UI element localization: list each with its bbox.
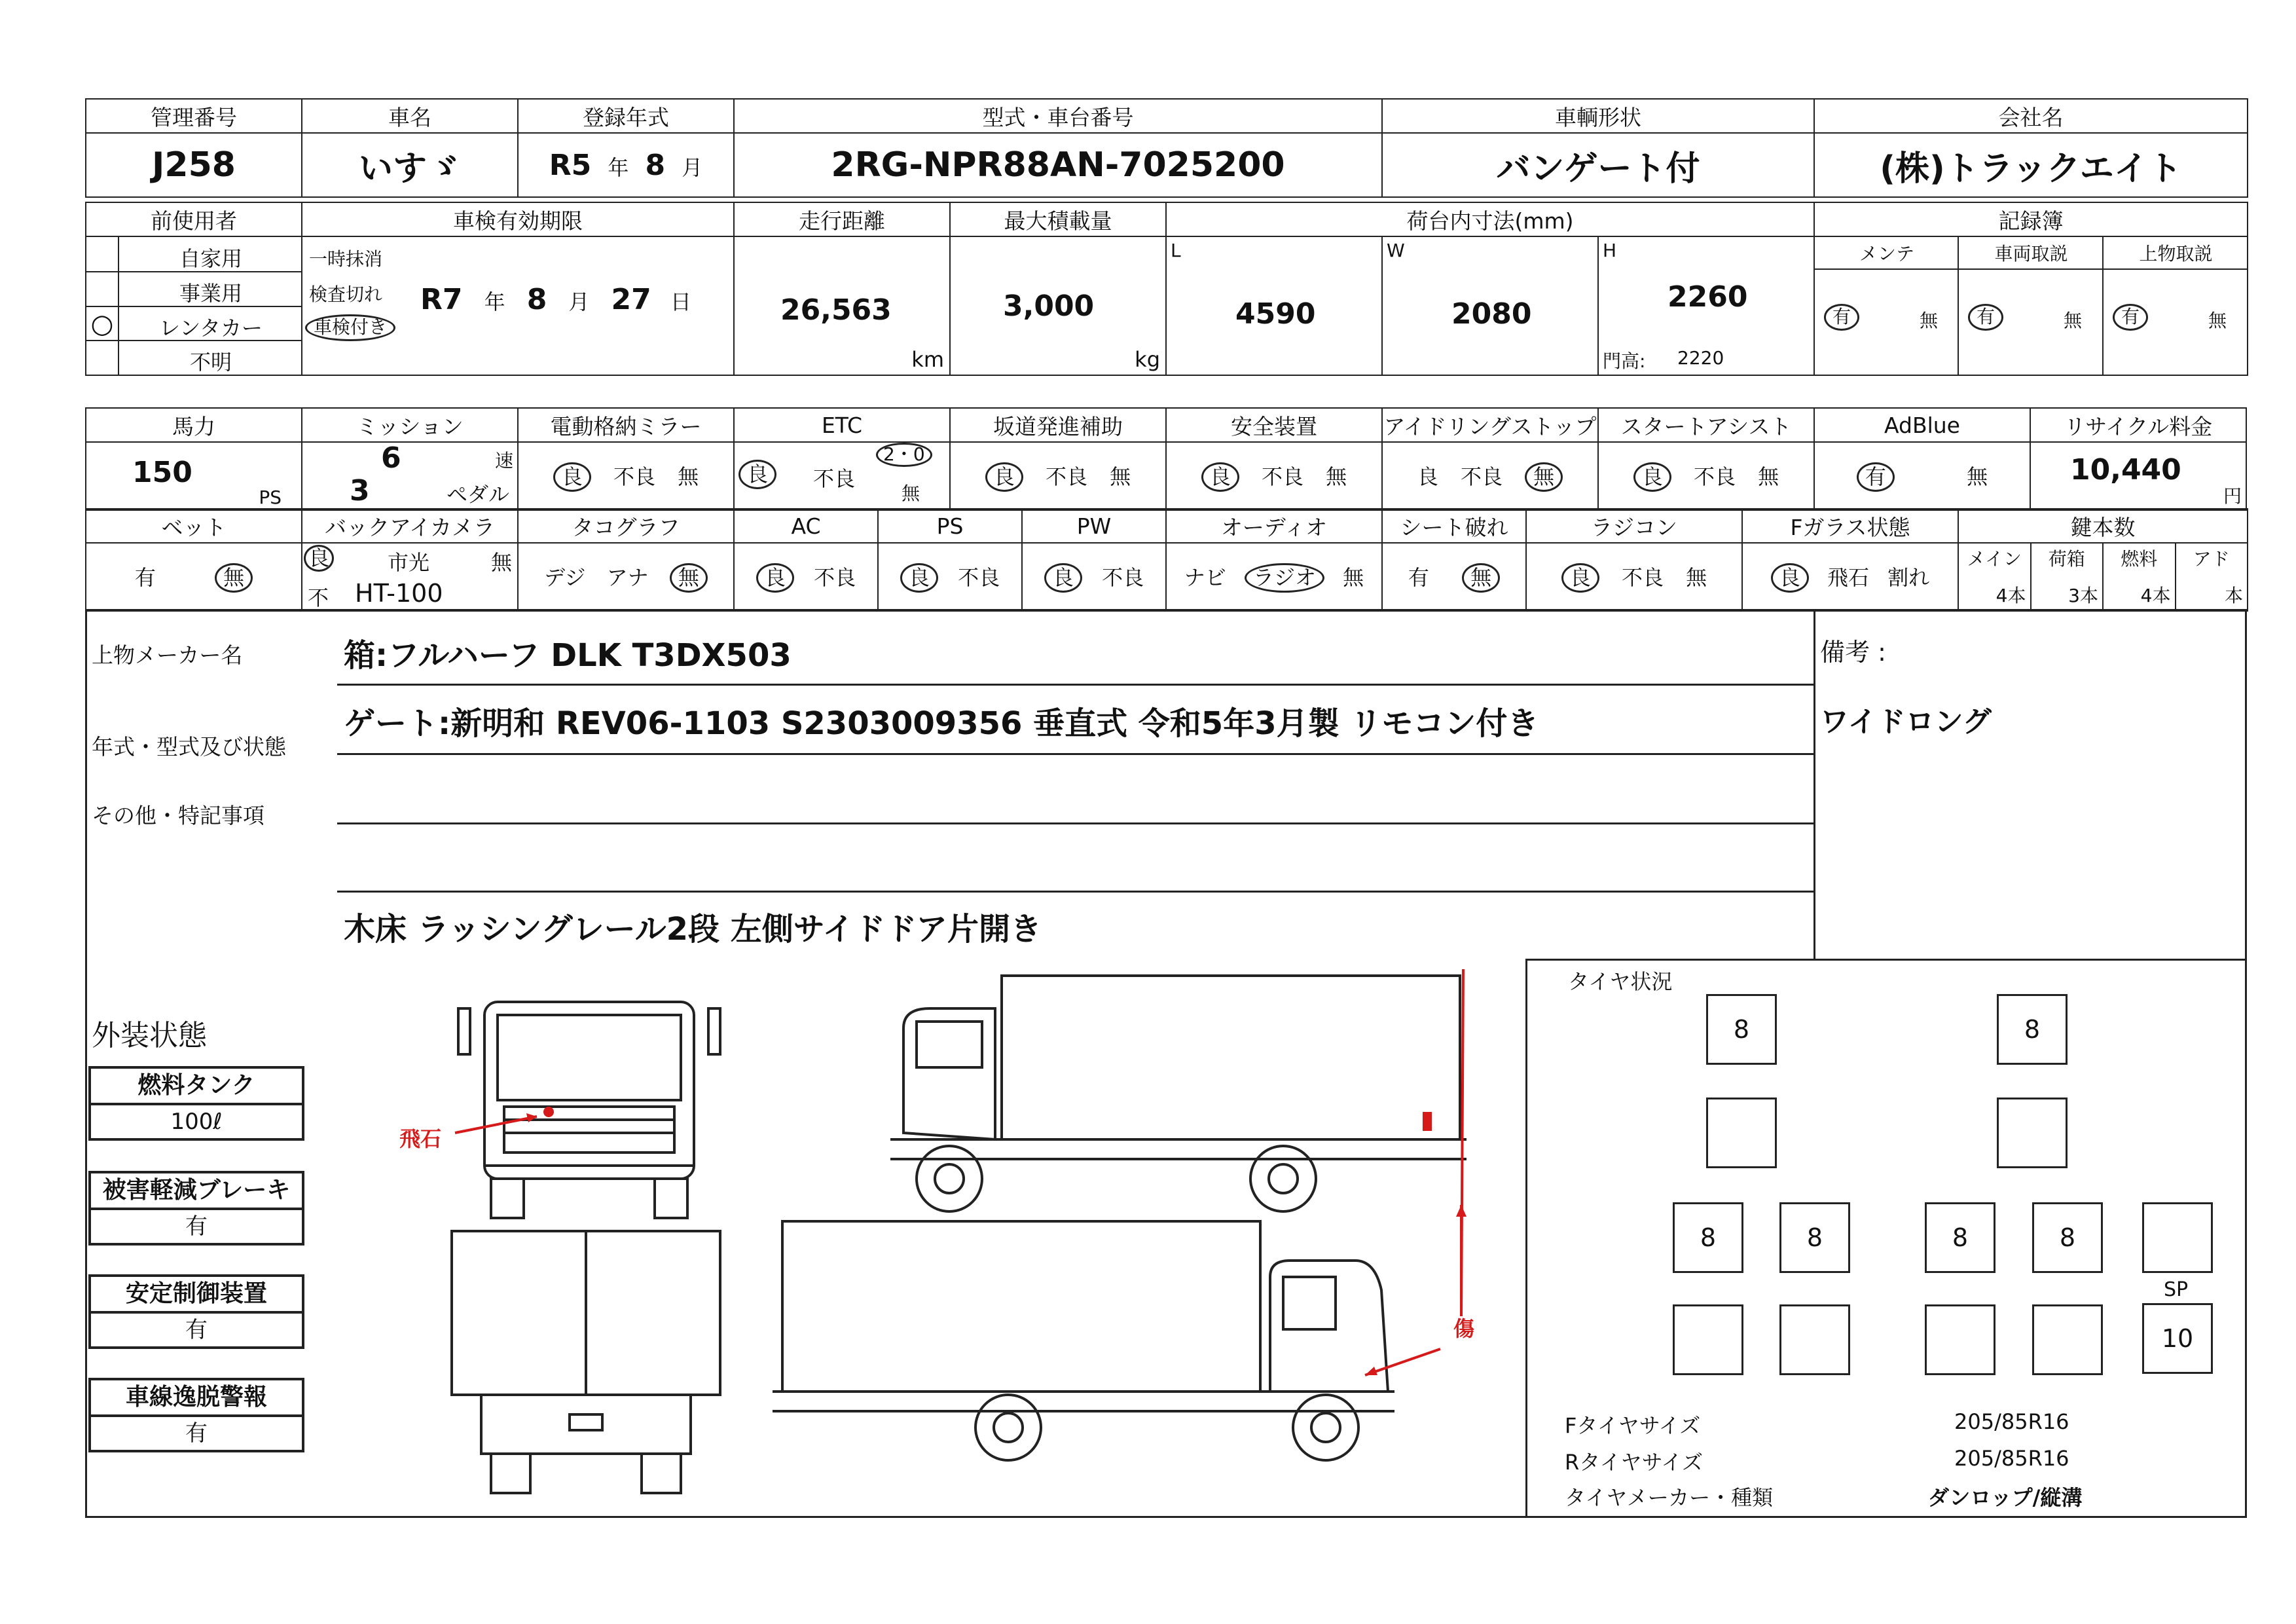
tire-rear-inner-right: 8 [1925,1202,1995,1273]
etc-none: 無 [902,483,920,504]
mission-pedal: 3 [350,474,370,507]
key-adblue-count: 本 [2224,585,2243,606]
header-model: 型式・車台番号 [734,99,1382,133]
etc-cell [734,442,950,510]
key-fuel [2104,544,2176,610]
tacho-analog: アナ [606,564,649,590]
prev-user-mark: ○ [90,309,114,339]
header-records: 記録簿 [1814,202,2248,236]
glass-crack: 割れ [1887,564,1930,590]
ac-good: 良 [756,563,794,593]
insp-month: 8 [526,283,547,316]
remote-good: 良 [1561,563,1599,593]
start-assist-bad: 不良 [1693,464,1736,489]
company-name: (株)トラックエイト [1814,133,2248,197]
stability-label: 安定制御装置 [91,1277,302,1314]
tacho-cell [518,543,734,611]
brake-box [88,1171,304,1246]
hp-cell [86,442,302,510]
exterior-title: 外装状態 [92,1019,207,1052]
mgmt-no: J258 [86,133,302,197]
remote-none: 無 [1686,564,1707,590]
max-load-unit: kg [1135,347,1160,372]
prev-user-cell [86,236,302,375]
mileage: 26,563 [780,293,892,327]
audio-navi: ナビ [1184,564,1226,590]
idle-stop-good: 良 [1417,464,1438,489]
recycle-unit: 円 [2223,485,2242,507]
adblue-none: 無 [1967,464,1988,489]
header-mileage: 走行距離 [734,202,950,236]
header-car-name: 車名 [302,99,518,133]
record-maint-cell [1814,236,1958,375]
remarks-label: 備考 : [1820,638,1886,667]
header-safety: 安全装置 [1166,408,1382,442]
hill-assist-good: 良 [985,462,1023,492]
start-assist-cell [1598,442,1814,510]
header-table [85,98,2248,198]
pw-cell [1022,543,1166,611]
glass-stone: 飛石 [1827,564,1869,590]
header-camera: バックアイカメラ [302,509,518,543]
safety-cell [1166,442,1382,510]
audio-cell [1166,543,1382,611]
seat-none: 無 [1462,563,1500,593]
mirror-bad: 不良 [613,464,655,489]
r-tire-size: 205/85R16 [1954,1446,2069,1471]
tire-rear-outer-left-2 [1673,1304,1743,1375]
inspection-table [85,202,2248,376]
tire-rear-outer-left: 8 [1673,1202,1743,1273]
safety-none: 無 [1326,464,1347,489]
insp-day-unit: 日 [670,289,691,314]
reg-year-unit: 年 [608,155,629,180]
record-body-cell [2103,236,2248,375]
bed-length: 4590 [1235,297,1316,331]
tire-maker-label: タイヤメーカー・種類 [1565,1485,1774,1510]
inspection-cell [302,236,734,375]
bed-height-cell [1598,236,1814,375]
f-tire-size-label: Fタイヤサイズ [1565,1413,1701,1438]
bed-width: 2080 [1451,297,1532,331]
tacho-none: 無 [670,563,708,593]
mission-pedal-unit: ペダル [446,482,509,507]
header-glass: Fガラス状態 [1742,509,1958,543]
header-prev-user: 前使用者 [86,202,302,236]
model-chassis: 2RG-NPR88AN-7025200 [734,133,1382,197]
recycle-fee: 10,440 [2070,453,2181,487]
tire-title: タイヤ状況 [1568,969,1673,994]
label-other: その他・特記事項 [92,803,264,828]
tire-rear-inner-left: 8 [1779,1202,1850,1273]
seat-cell [1382,543,1526,611]
bed-length-cell [1166,236,1382,375]
tire-front-left: 8 [1706,994,1777,1065]
ps-good: 良 [900,563,938,593]
tire-rear-outer-right-2 [2032,1304,2103,1375]
key-main-count: 4本 [1995,585,2026,606]
mileage-cell [734,236,950,375]
pw-bad: 不良 [1102,564,1144,590]
adblue-has: 有 [1857,462,1895,492]
bed-width-cell [1382,236,1598,375]
prev-user-business: 事業用 [179,281,242,306]
header-keys: 鍵本数 [1958,509,2248,543]
ps-bad: 不良 [958,564,1000,590]
record-body-has: 有 [2113,304,2148,331]
camera-maker: 市光 [388,550,430,575]
key-fuel-count: 4本 [2140,585,2171,606]
vehicle-shape: バンゲート付 [1382,133,1814,197]
equipment-table-1 [85,407,2247,511]
header-hill-assist: 坂道発進補助 [950,408,1166,442]
header-recycle: リサイクル料金 [2030,408,2246,442]
truck-right-view [773,1221,1394,1460]
etc-good: 良 [738,460,776,489]
record-vehicle-none: 無 [2064,310,2083,331]
mirror-cell [518,442,734,510]
header-start-assist: スタートアシスト [1598,408,1814,442]
insp-month-unit: 月 [568,289,590,314]
prev-user-own: 自家用 [179,246,242,271]
bed-height: 2260 [1667,280,1748,314]
note-line-4: 木床 ラッシングレール2段 左側サイドドア片開き [344,911,1042,948]
camera-cell [302,543,518,611]
recycle-cell [2030,442,2246,510]
r-tire-size-label: Rタイヤサイズ [1565,1450,1704,1475]
header-remote: ラジコン [1526,509,1742,543]
glass-good: 良 [1771,563,1809,593]
ac-cell [734,543,878,611]
tire-rear-inner-right-2 [1925,1304,1995,1375]
idle-stop-cell [1382,442,1598,510]
header-tacho: タコグラフ [518,509,734,543]
mirror-none: 無 [678,464,699,489]
header-mirror: 電動格納ミラー [518,408,734,442]
camera-model: HT-100 [355,579,443,608]
record-vehicle-has: 有 [1968,304,2003,331]
stone-chip-label: 飛石 [399,1127,442,1151]
fuel-tank-box [88,1066,304,1141]
f-tire-size: 205/85R16 [1954,1409,2069,1434]
tire-front-right: 8 [1997,994,2068,1065]
tire-rear-inner-left-2 [1779,1304,1850,1375]
max-load-cell [950,236,1166,375]
tire-maker: ダンロップ/縦溝 [1928,1485,2083,1510]
start-assist-good: 良 [1633,462,1671,492]
lane-box [88,1378,304,1452]
insp-era: R7 [420,283,463,316]
audio-radio: ラジオ [1245,563,1324,593]
record-body-header: 上物取説 [2139,243,2213,265]
mission-speed-unit: 速 [494,450,513,471]
mirror-good: 良 [553,462,591,492]
header-ac: AC [734,509,878,543]
header-adblue: AdBlue [1814,408,2030,442]
header-mission: ミッション [302,408,518,442]
insp-temp-cancel: 一時抹消 [309,248,383,270]
bed-height-label: H [1603,240,1617,261]
etc-version: 2・0 [876,443,932,467]
bed-has: 有 [134,564,156,590]
tire-rear-outer-right: 8 [2032,1202,2103,1273]
lane: 有 [185,1420,208,1447]
remote-bad: 不良 [1621,564,1664,590]
mission-cell [302,442,518,510]
keys-cell [1958,543,2248,611]
prev-user-rental: レンタカー [159,316,263,341]
header-seat: シート破れ [1382,509,1526,543]
etc-bad: 不良 [813,466,856,491]
truck-rear-view [452,1231,720,1493]
record-maint-header: メンテ [1859,243,1915,265]
reg-month: 8 [645,148,666,182]
start-assist-none: 無 [1758,464,1779,489]
hill-assist-none: 無 [1110,464,1131,489]
mission-speed: 6 [381,442,401,475]
idle-stop-bad: 不良 [1460,464,1503,489]
bed-none: 無 [215,563,253,593]
tire-mid-left [1706,1098,1777,1168]
hp: 150 [132,456,192,489]
fuel-tank-label: 燃料タンク [91,1069,302,1105]
key-fuel-label: 燃料 [2121,548,2158,570]
header-bed: ベット [86,509,302,543]
reg-month-unit: 月 [682,155,703,180]
insp-day: 27 [611,283,651,316]
camera-good: 良 [304,545,334,572]
tacho-digital: デジ [544,564,586,590]
equipment-table-2 [85,508,2248,612]
max-load: 3,000 [1003,289,1095,323]
reg-date [518,133,734,197]
remarks: ワイドロング [1820,705,1992,739]
header-company: 会社名 [1814,99,2248,133]
safety-bad: 不良 [1261,464,1303,489]
ps-cell [878,543,1022,611]
header-inspection: 車検有効期限 [302,202,734,236]
truck-front-view [458,1002,720,1218]
pw-good: 良 [1044,563,1082,593]
gate-height-label: 門高: [1603,350,1646,372]
header-max-load: 最大積載量 [950,202,1166,236]
record-maint-has: 有 [1824,304,1859,331]
label-year-model: 年式・型式及び状態 [92,734,286,760]
header-ps: PS [878,509,1022,543]
car-name: いすゞ [302,133,518,197]
audio-none: 無 [1343,564,1364,590]
tire-spare: 10 [2142,1303,2213,1374]
camera-none: 無 [490,550,512,575]
truck-diagram [340,969,1519,1506]
ac-bad: 不良 [814,564,856,590]
brake-label: 被害軽減ブレーキ [91,1173,302,1210]
key-adblue-label: アド [2193,548,2230,570]
seat-has: 有 [1408,564,1429,590]
reg-era: R5 [549,148,592,182]
truck-left-view [890,976,1467,1211]
key-main-label: メイン [1967,548,2022,570]
key-cargo-label: 荷箱 [2048,548,2085,570]
remote-cell [1526,543,1742,611]
mileage-unit: km [911,347,944,372]
prev-user-unknown: 不明 [189,350,232,375]
brake: 有 [185,1213,208,1240]
header-idle-stop: アイドリングストップ [1382,408,1598,442]
record-maint-none: 無 [1920,310,1939,331]
adblue-cell [1814,442,2030,510]
header-etc: ETC [734,408,950,442]
insp-valid: 車検付き [305,314,395,341]
safety-good: 良 [1201,462,1239,492]
header-reg-year: 登録年式 [518,99,734,133]
record-vehicle-cell [1958,236,2103,375]
record-body-none: 無 [2208,310,2227,331]
bed-cell [86,543,302,611]
bed-length-label: L [1171,240,1181,261]
insp-date [420,283,691,316]
stability-box [88,1274,304,1349]
insp-year-unit: 年 [484,289,505,314]
scratch-label: 傷 [1453,1317,1475,1340]
key-cargo [2032,544,2104,610]
header-mgmt-no: 管理番号 [86,99,302,133]
fuel-tank: 100ℓ [170,1109,223,1135]
bed-width-label: W [1387,240,1405,261]
header-hp: 馬力 [86,408,302,442]
label-body-maker: 上物メーカー名 [92,642,243,668]
header-shape: 車輌形状 [1382,99,1814,133]
hill-assist-cell [950,442,1166,510]
lane-label: 車線逸脱警報 [91,1380,302,1417]
header-bed-size: 荷台内寸法(mm) [1166,202,1814,236]
hp-unit: PS [259,487,282,508]
insp-expired: 検査切れ [309,284,383,305]
key-main [1959,544,2032,610]
tire-extra [2142,1202,2213,1273]
tire-mid-right [1997,1098,2068,1168]
spare-label: SP [2164,1278,2189,1301]
note-line-2: ゲート:新明和 REV06-1103 S2303009356 垂直式 令和5年3月製 リモコン付き [344,705,1539,742]
header-pw: PW [1022,509,1166,543]
key-adblue [2176,544,2248,610]
hill-assist-bad: 不良 [1045,464,1087,489]
glass-cell [1742,543,1958,611]
record-vehicle-header: 車両取説 [1994,243,2068,265]
camera-bad: 不 [308,585,329,610]
key-cargo-count: 3本 [2068,585,2098,606]
gate-height: 2220 [1677,347,1724,369]
idle-stop-none: 無 [1525,462,1563,492]
header-audio: オーディオ [1166,509,1382,543]
stability: 有 [185,1317,208,1343]
note-line-1: 箱:フルハーフ DLK T3DX503 [344,637,792,674]
